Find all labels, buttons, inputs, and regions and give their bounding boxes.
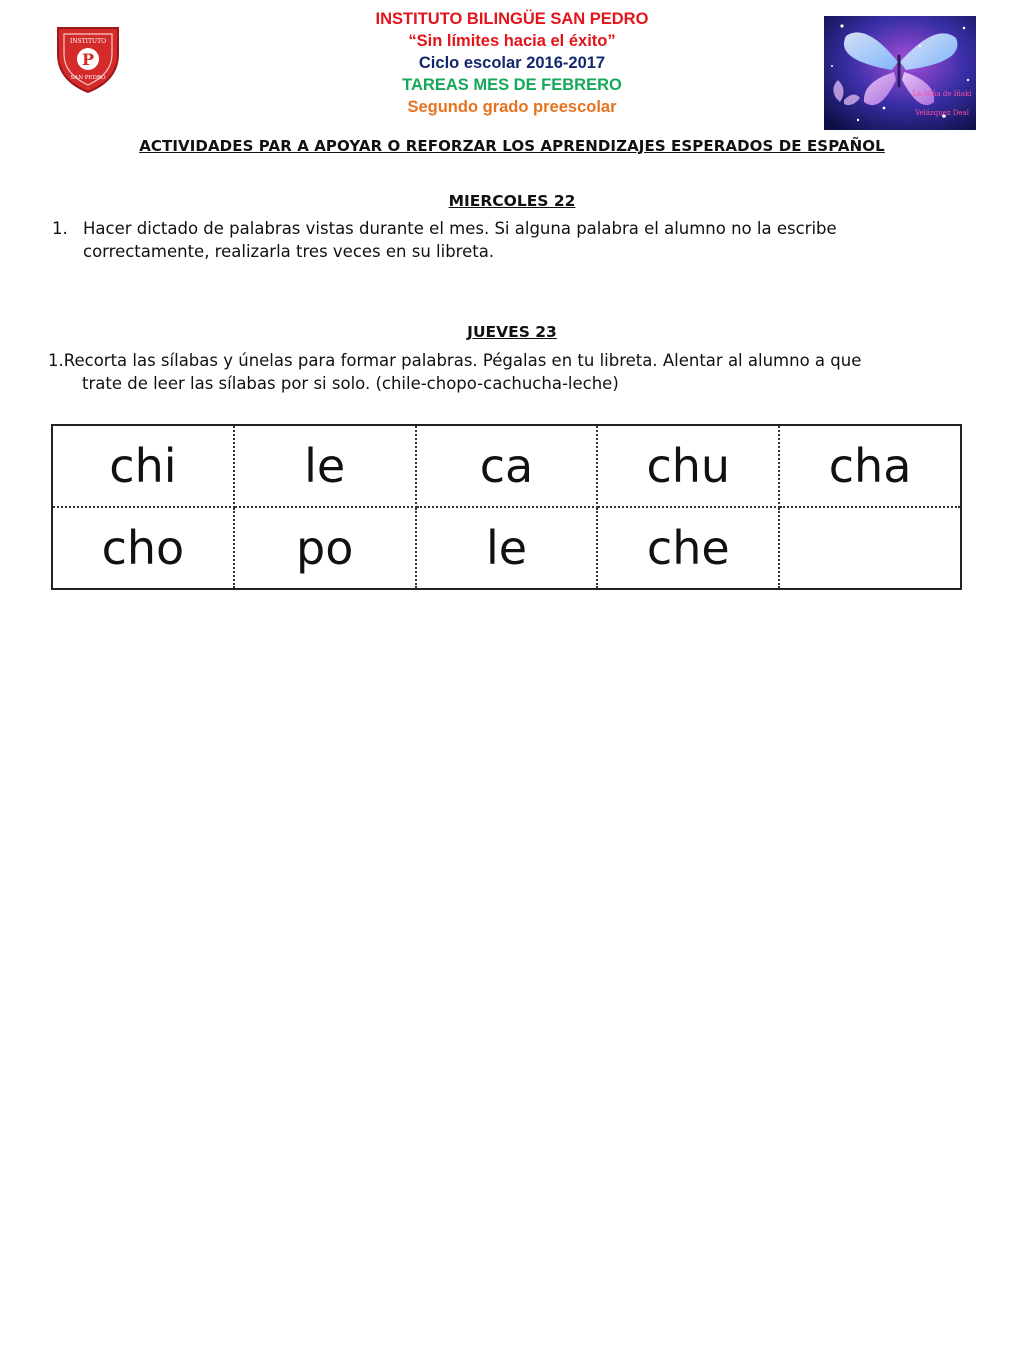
tasks-title: TAREAS MES DE FEBRERO — [402, 76, 622, 94]
wednesday-item — [52, 217, 972, 265]
syllable-table — [51, 424, 962, 590]
thursday-item — [48, 349, 978, 397]
school-crest-icon — [50, 18, 126, 94]
thursday-item-line2: trate de leer las sílabas por si solo. (chile-chopo-cachucha-leche) — [82, 374, 619, 393]
syllable-cell: che — [597, 507, 779, 589]
syllable-cell: chi — [52, 425, 234, 507]
activities-subtitle: ACTIVIDADES PAR A APOYAR O REFORZAR LOS APRENDIZAJES ESPERADOS DE ESPAÑOL — [139, 137, 885, 155]
wednesday-title: MIERCOLES 22 — [448, 192, 576, 210]
syllable-cell: ca — [416, 425, 598, 507]
syllable-row-2 — [52, 507, 961, 589]
crest-text-top: INSTITUTO — [69, 38, 107, 45]
wednesday-item-number: 1. — [52, 219, 68, 238]
butterfly-image — [824, 16, 976, 130]
syllable-cell: le — [416, 507, 598, 589]
syllable-cell-empty — [779, 507, 961, 589]
syllable-cell: po — [234, 507, 416, 589]
syllable-cell: le — [234, 425, 416, 507]
syllable-cell: cho — [52, 507, 234, 589]
butterfly-caption-line1: La Niña de Iñaki — [912, 90, 972, 98]
document-header — [270, 8, 754, 118]
thursday-title: JUEVES 23 — [467, 323, 557, 341]
thursday-item-line1: 1.Recorta las sílabas y únelas para formar palabras. Pégalas en tu libreta. Alentar al alumno a que — [48, 351, 862, 370]
school-cycle: Ciclo escolar 2016-2017 — [418, 54, 606, 72]
crest-text-bottom: SAN PEDRO — [70, 75, 106, 81]
wednesday-item-line1: Hacer dictado de palabras vistas durante el mes. Si alguna palabra el alumno no la escribe — [83, 219, 837, 238]
school-name: INSTITUTO BILINGÜE SAN PEDRO — [375, 10, 649, 28]
syllable-cell: chu — [597, 425, 779, 507]
syllable-cell: cha — [779, 425, 961, 507]
school-motto: “Sin límites hacia el éxito” — [408, 32, 616, 50]
syllable-row-1 — [52, 425, 961, 507]
butterfly-caption-line2: Velázquez Deal — [915, 109, 969, 117]
wednesday-item-line2: correctamente, realizarla tres veces en su libreta. — [83, 242, 495, 261]
grade-label: Segundo grado preescolar — [407, 98, 617, 116]
crest-letter: P — [81, 50, 95, 69]
